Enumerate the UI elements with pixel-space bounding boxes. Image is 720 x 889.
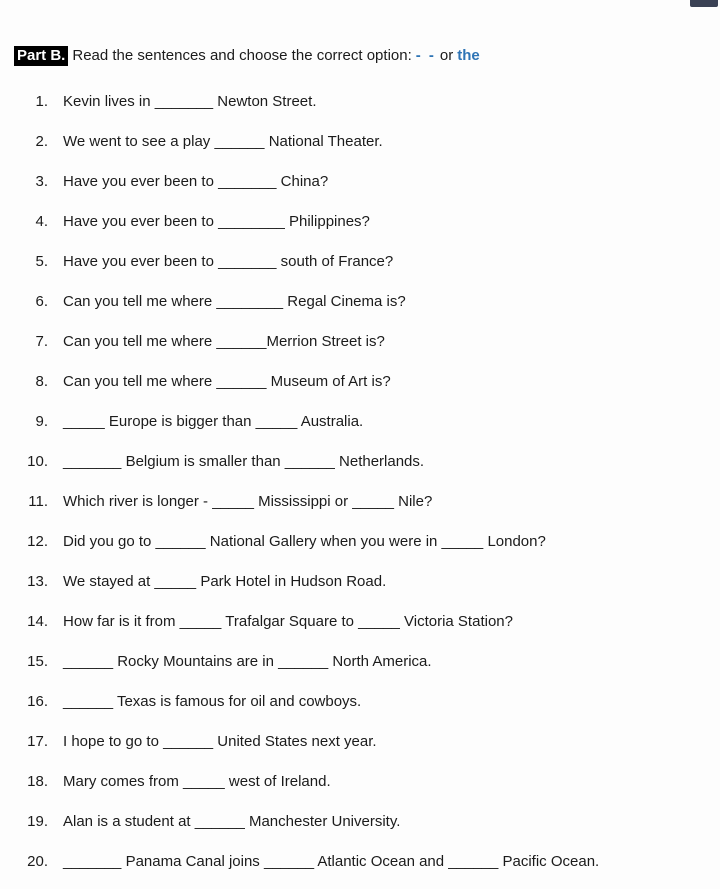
sentence-item — [14, 212, 710, 252]
sentence-item — [14, 772, 710, 812]
sentence-text: How far is it from _____ Trafalgar Square to _____ Victoria Station? — [63, 613, 513, 630]
sentence-item — [14, 172, 710, 212]
sentence-number: 3. — [35, 173, 48, 190]
sentence-number: 1. — [35, 93, 48, 110]
sentence-item — [14, 372, 710, 412]
sentence-item — [14, 852, 710, 889]
sentence-item — [14, 532, 710, 572]
sentence-text: Can you tell me where ________ Regal Cinema is? — [63, 293, 406, 310]
sentence-text: ______ Rocky Mountains are in ______ North America. — [63, 653, 432, 670]
sentence-item — [14, 692, 710, 732]
sentence-number: 11. — [28, 493, 48, 510]
sentence-item — [14, 292, 710, 332]
sentence-item — [14, 132, 710, 172]
sentence-text: Have you ever been to ________ Philippines? — [63, 213, 370, 230]
sentence-item — [14, 252, 710, 292]
sentence-number: 9. — [35, 413, 48, 430]
option-dashes: - - — [415, 47, 436, 64]
sentence-number: 7. — [35, 333, 48, 350]
sentence-text: Kevin lives in _______ Newton Street. — [63, 93, 317, 110]
sentence-item — [14, 652, 710, 692]
sentence-item — [14, 452, 710, 492]
sentence-text: We stayed at _____ Park Hotel in Hudson Road. — [63, 573, 387, 590]
sentence-number: 15. — [27, 653, 48, 670]
sentence-list — [14, 92, 710, 889]
sentence-item — [14, 612, 710, 652]
sentence-number: 2. — [35, 133, 48, 150]
sentence-number: 5. — [35, 253, 48, 270]
sentence-text: I hope to go to ______ United States next year. — [63, 733, 377, 750]
sentence-text: Have you ever been to _______ China? — [63, 173, 329, 190]
instruction-text: Read the sentences and choose the correct option: — [72, 47, 412, 64]
sentence-number: 17. — [27, 733, 48, 750]
sentence-text: Can you tell me where ______Merrion Street is? — [63, 333, 385, 350]
sentence-number: 12. — [27, 533, 48, 550]
part-label: Part B. — [14, 46, 68, 66]
sentence-number: 10. — [27, 453, 48, 470]
sentence-text: Have you ever been to _______ south of France? — [63, 253, 394, 270]
sentence-item — [14, 332, 710, 372]
sentence-item — [14, 92, 710, 132]
or-text: or — [439, 47, 454, 64]
sentence-text: We went to see a play ______ National Theater. — [63, 133, 383, 150]
sentence-number: 14. — [27, 613, 48, 630]
instructions-header — [14, 46, 710, 66]
sentence-text: Alan is a student at ______ Manchester University. — [63, 813, 401, 830]
sentence-number: 16. — [27, 693, 48, 710]
sentence-number: 8. — [35, 373, 48, 390]
sentence-text: Mary comes from _____ west of Ireland. — [63, 773, 331, 790]
sentence-item — [14, 412, 710, 452]
sentence-text: Did you go to ______ National Gallery when you were in _____ London? — [63, 533, 546, 550]
sentence-number: 18. — [27, 773, 48, 790]
sentence-number: 19. — [27, 813, 48, 830]
sentence-number: 4. — [35, 213, 48, 230]
sentence-item — [14, 732, 710, 772]
sentence-number: 20. — [27, 853, 48, 870]
sentence-item — [14, 572, 710, 612]
sentence-item — [14, 492, 710, 532]
sentence-number: 6. — [35, 293, 48, 310]
sentence-text: _______ Panama Canal joins ______ Atlantic Ocean and ______ Pacific Ocean. — [63, 853, 600, 870]
sentence-text: Can you tell me where ______ Museum of Art is? — [63, 373, 391, 390]
sentence-number: 13. — [27, 573, 48, 590]
sentence-text: ______ Texas is famous for oil and cowboys. — [63, 693, 362, 710]
corner-artifact — [690, 0, 718, 7]
sentence-text: _____ Europe is bigger than _____ Australia. — [63, 413, 364, 430]
sentence-text: _______ Belgium is smaller than ______ Netherlands. — [63, 453, 425, 470]
sentence-item — [14, 812, 710, 852]
option-the: the — [457, 47, 480, 64]
sentence-text: Which river is longer - _____ Mississippi or _____ Nile? — [63, 493, 433, 510]
